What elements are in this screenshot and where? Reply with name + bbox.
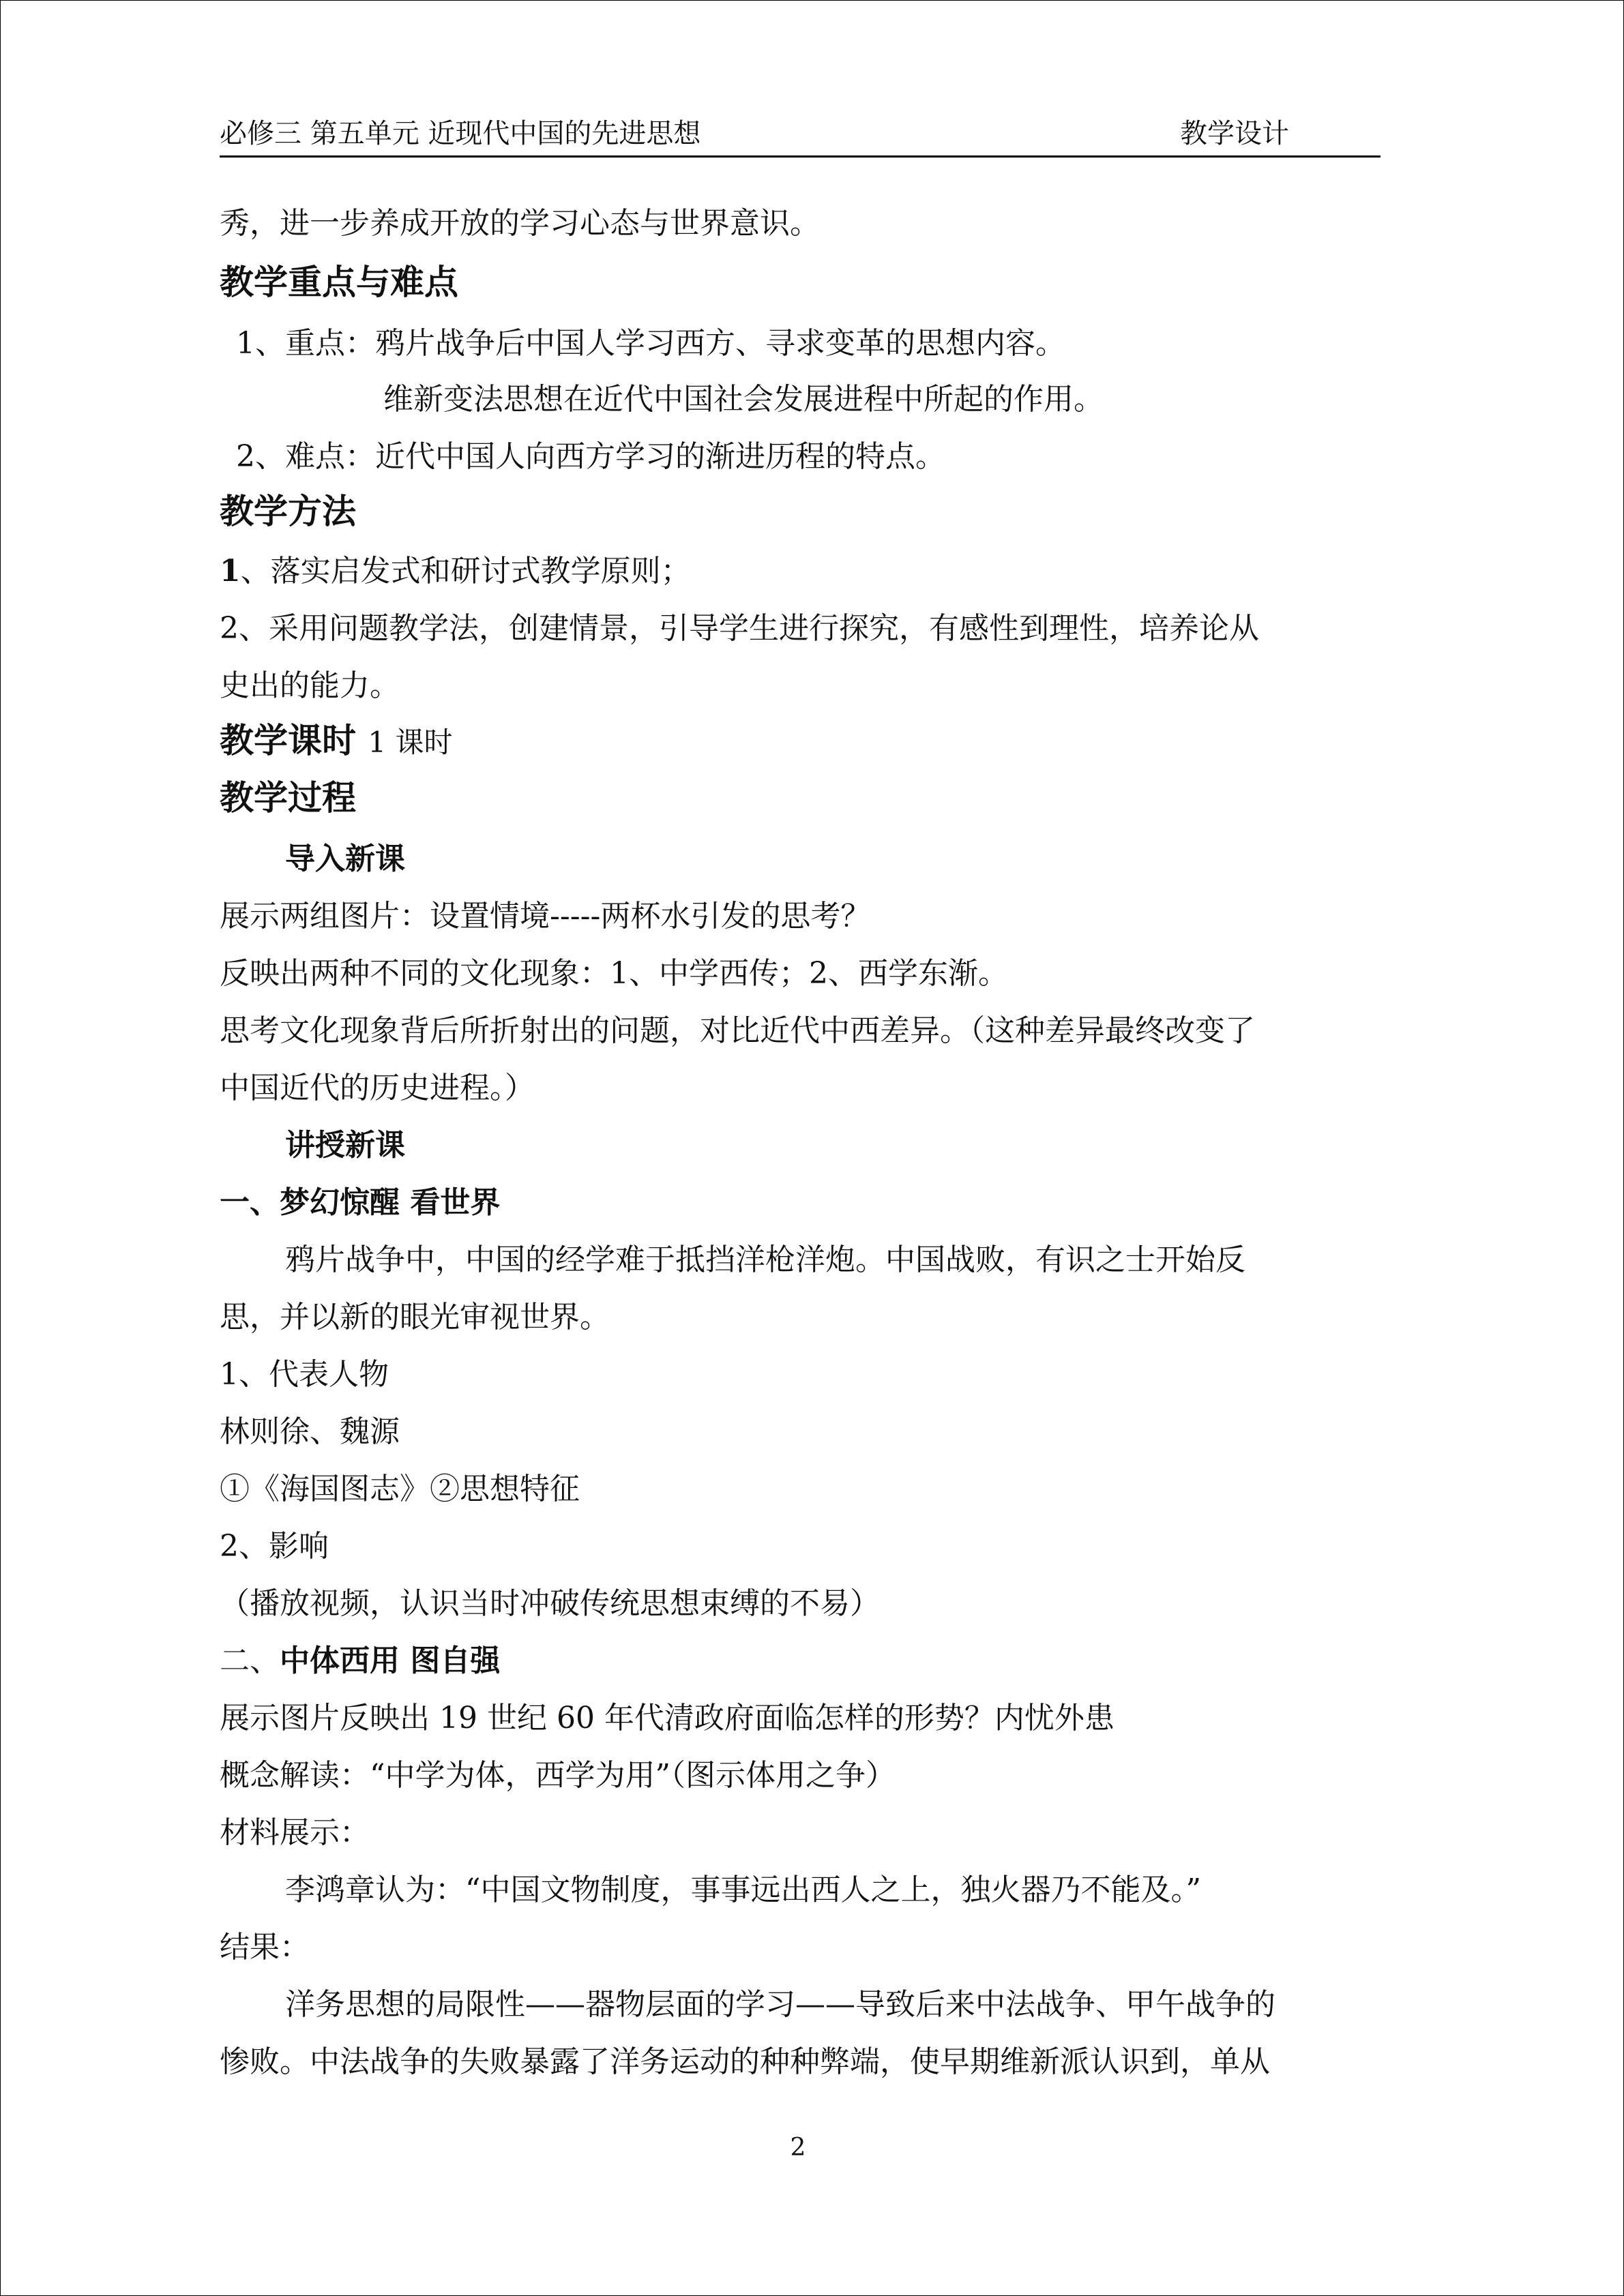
- subheading-lecture: 讲授新课: [285, 1128, 405, 1163]
- heading-teaching-method: 教学方法: [220, 492, 356, 531]
- page-number: 2: [790, 2134, 806, 2162]
- paragraph-line: 洋务思想的局限性——器物层面的学习——导致后来中法战争、甲午战争的: [285, 1987, 1275, 2022]
- paragraph-line: 林则徐、魏源: [220, 1414, 400, 1449]
- paragraph-line: 2、影响: [220, 1529, 329, 1564]
- key-point-line: 1、重点：鸦片战争后中国人学习西方、寻求变革的思想内容。: [236, 326, 1065, 361]
- paragraph-line: 秀，进一步养成开放的学习心态与世界意识。: [220, 206, 820, 241]
- running-header: [220, 117, 1381, 158]
- method-line: [220, 552, 691, 591]
- method-text: 、落实启发式和研讨式教学原则；: [240, 554, 691, 588]
- paragraph-line: 惨败。中法战争的失败暴露了洋务运动的种种弊端，使早期维新派认识到，单从: [220, 2044, 1270, 2079]
- paragraph-line: 思，并以新的眼光审视世界。: [220, 1300, 610, 1335]
- difficulty-line: 2、难点：近代中国人向西方学习的渐进历程的特点。: [236, 439, 945, 474]
- paragraph-line: 反映出两种不同的文化现象：1、中学西传；2、西学东渐。: [220, 956, 1008, 991]
- class-hours-value: 1 课时: [368, 726, 453, 759]
- paragraph-line: 1、代表人物: [220, 1357, 389, 1392]
- class-hours-label: 教学课时: [220, 721, 356, 760]
- paragraph-line: 结果：: [220, 1930, 310, 1965]
- paragraph-line: 概念解读：“中学为体，西学为用”（图示体用之争）: [220, 1758, 896, 1793]
- section-two-title: 中体西用 图自强: [280, 1643, 501, 1678]
- quote-line: 李鸿章认为：“中国文物制度，事事远出西人之上，独火器乃不能及。”: [285, 1873, 1201, 1907]
- header-doc-type: 教学设计: [1180, 118, 1289, 149]
- heading-class-hours: [220, 720, 453, 763]
- paragraph-line: 展示图片反映出 19 世纪 60 年代清政府面临怎样的形势？内忧外患: [220, 1701, 1114, 1735]
- key-point-line: 维新变法思想在近代中国社会发展进程中所起的作用。: [383, 382, 1104, 417]
- paragraph-line: 中国近代的历史进程。）: [220, 1071, 535, 1105]
- paragraph-line: 展示两组图片：设置情境-----两杯水引发的思考？: [220, 899, 871, 934]
- subheading-intro: 导入新课: [285, 841, 405, 876]
- heading-key-points: 教学重点与难点: [220, 263, 458, 302]
- paragraph-line: 鸦片战争中，中国的经学难于抵挡洋枪洋炮。中国战败，有识之士开始反: [285, 1242, 1245, 1277]
- method-line: 2、采用问题教学法，创建情景，引导学生进行探究，有感性到理性，培养论从: [220, 611, 1259, 646]
- section-heading-one: 一、梦幻惊醒 看世界: [220, 1185, 501, 1220]
- section-two-number: 二、: [220, 1643, 280, 1678]
- paragraph-line: 材料展示：: [220, 1815, 370, 1850]
- paragraph-line: 思考文化现象背后所折射出的问题，对比近代中西差异。（这种差异最终改变了: [220, 1013, 1255, 1048]
- method-number: 1: [220, 554, 241, 588]
- paragraph-line: （播放视频，认识当时冲破传统思想束缚的不易）: [220, 1586, 880, 1621]
- paragraph-line: ①《海国图志》②思想特征: [220, 1472, 580, 1506]
- method-line: 史出的能力。: [220, 668, 400, 703]
- heading-teaching-process: 教学过程: [220, 778, 356, 818]
- header-course-title: 必修三 第五单元 近现代中国的先进思想: [220, 118, 701, 149]
- section-heading-two: [220, 1642, 500, 1680]
